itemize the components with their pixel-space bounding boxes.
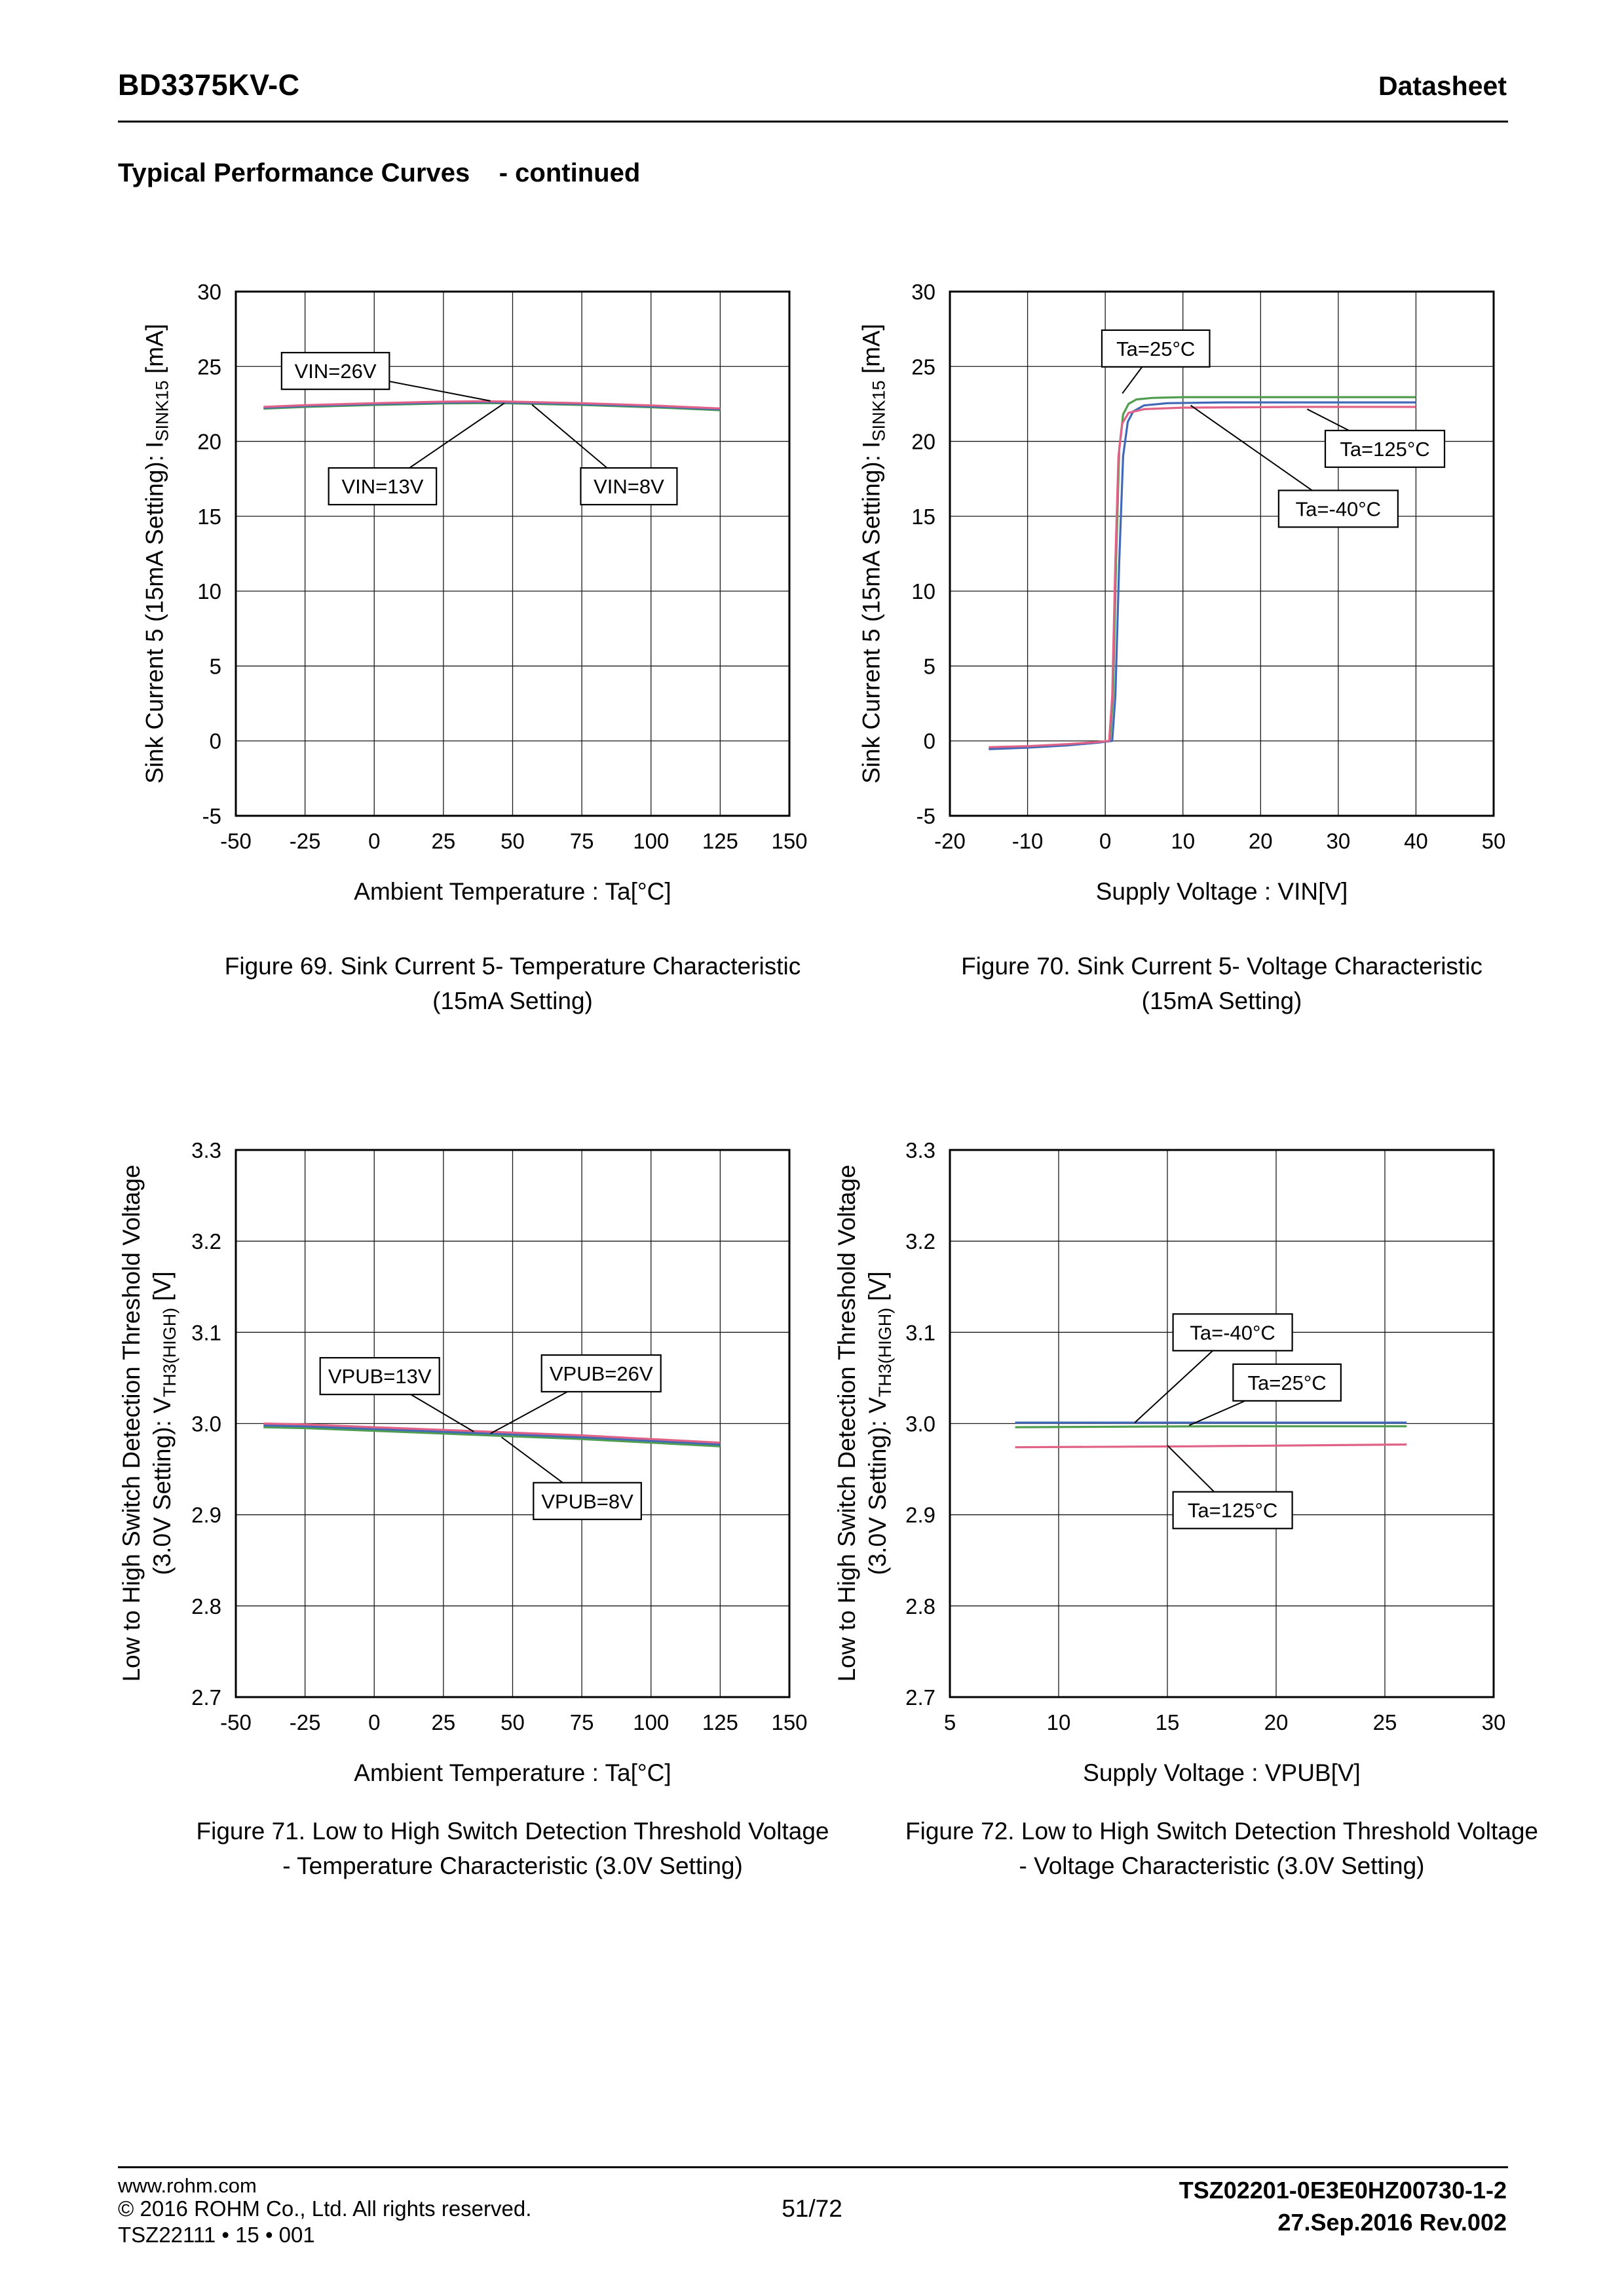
footer-copyright: © 2016 ROHM Co., Ltd. All rights reserved.: [118, 2196, 532, 2221]
svg-text:25: 25: [1372, 1710, 1397, 1734]
y-title-text: Sink Current 5 (15mA Setting): I: [141, 441, 168, 784]
svg-text:3.2: 3.2: [905, 1229, 935, 1254]
svg-text:30: 30: [197, 280, 221, 304]
svg-text:125: 125: [702, 829, 738, 853]
svg-text:150: 150: [771, 829, 808, 853]
svg-text:VPUB=26V: VPUB=26V: [549, 1362, 653, 1385]
footer-doc-number: TSZ02201-0E3E0HZ00730-1-2: [1179, 2177, 1507, 2204]
caption-line-2: (15mA Setting): [1141, 987, 1302, 1014]
svg-text:2.8: 2.8: [191, 1594, 221, 1618]
caption-line-1: Figure 71. Low to High Switch Detection Threshold Voltage: [196, 1818, 829, 1845]
y-title-line-1: Low to High Switch Detection Threshold Voltage: [833, 1164, 860, 1682]
figure-72-caption: [884, 1814, 1559, 1883]
svg-text:VIN=13V: VIN=13V: [341, 475, 424, 499]
svg-text:25: 25: [197, 354, 221, 379]
svg-text:25: 25: [431, 1710, 456, 1734]
figure-71-y-axis-title: [116, 1164, 185, 1681]
svg-text:Ta=-40°C: Ta=-40°C: [1295, 497, 1382, 521]
svg-text:VPUB=8V: VPUB=8V: [541, 1489, 633, 1513]
caption-line-1: Figure 70. Sink Current 5- Voltage Characteristic: [961, 953, 1482, 980]
y-title-text: Sink Current 5 (15mA Setting): I: [858, 441, 885, 784]
svg-text:Ta=25°C: Ta=25°C: [1247, 1371, 1327, 1394]
y-title-unit: [V]: [863, 1271, 891, 1308]
svg-text:-25: -25: [289, 829, 321, 853]
svg-text:3.0: 3.0: [905, 1411, 935, 1436]
svg-text:Ta=-40°C: Ta=-40°C: [1190, 1321, 1275, 1345]
y-title-sub: SINK15: [152, 380, 172, 442]
figure-72-x-axis-title: Supply Voltage : VPUB[V]: [1083, 1759, 1361, 1786]
svg-text:25: 25: [911, 354, 935, 379]
footer-doc-code: TSZ22111 • 15 • 001: [118, 2223, 315, 2247]
y-title-sub: SINK15: [869, 380, 889, 442]
svg-text:10: 10: [911, 579, 935, 604]
svg-text:3.1: 3.1: [191, 1320, 221, 1345]
svg-text:Ta=125°C: Ta=125°C: [1340, 438, 1430, 461]
svg-text:0: 0: [368, 1710, 381, 1734]
svg-text:50: 50: [500, 1710, 525, 1734]
footer-website: www.rohm.com: [118, 2174, 257, 2197]
svg-text:25: 25: [431, 829, 456, 853]
y-title-unit: [mA]: [141, 324, 168, 381]
svg-text:0: 0: [923, 729, 935, 754]
y-title-sub: TH3(HIGH): [875, 1307, 896, 1398]
svg-text:10: 10: [1171, 829, 1196, 853]
svg-text:15: 15: [197, 504, 221, 529]
svg-text:5: 5: [943, 1710, 956, 1734]
svg-text:20: 20: [1264, 1710, 1289, 1734]
svg-text:20: 20: [911, 429, 935, 454]
svg-text:-25: -25: [289, 1710, 321, 1734]
svg-text:0: 0: [1099, 829, 1112, 853]
section-title: Typical Performance Curves - continued: [118, 159, 641, 187]
doc-title: Datasheet: [1378, 71, 1507, 101]
figure-70-x-axis-title: Supply Voltage : VIN[V]: [1095, 878, 1348, 905]
svg-text:10: 10: [197, 579, 221, 604]
figure-70-y-axis-title: [856, 324, 894, 784]
svg-text:3.1: 3.1: [905, 1320, 935, 1345]
figure-69-y-axis-title: [139, 324, 178, 784]
y-title-text: (3.0V Setting): V: [863, 1397, 891, 1575]
svg-text:2.7: 2.7: [905, 1685, 935, 1710]
y-title-line-2: [147, 1164, 185, 1681]
figure-72-plot: [905, 1138, 1506, 1734]
svg-text:5: 5: [209, 654, 221, 679]
figure-71-caption: [170, 1814, 855, 1883]
svg-text:-5: -5: [202, 804, 221, 828]
caption-line-1: Figure 69. Sink Current 5- Temperature Characteristic: [224, 953, 801, 980]
svg-text:30: 30: [911, 280, 935, 304]
svg-text:50: 50: [500, 829, 525, 853]
svg-text:-10: -10: [1011, 829, 1044, 853]
svg-text:20: 20: [197, 429, 221, 454]
svg-text:2.9: 2.9: [191, 1502, 221, 1527]
svg-text:VIN=8V: VIN=8V: [594, 475, 664, 499]
svg-text:100: 100: [633, 829, 670, 853]
footer-page-number: 51/72: [782, 2195, 842, 2222]
y-title-line-1: Low to High Switch Detection Threshold Voltage: [117, 1164, 145, 1682]
y-title-unit: [V]: [148, 1271, 176, 1308]
svg-text:-50: -50: [220, 1710, 252, 1734]
figure-69-x-axis-title: Ambient Temperature : Ta[°C]: [354, 878, 671, 905]
footer-revision: 27.Sep.2016 Rev.002: [1277, 2209, 1507, 2236]
svg-text:15: 15: [1155, 1710, 1180, 1734]
figure-72-y-axis-title: [831, 1164, 901, 1681]
svg-text:3.3: 3.3: [905, 1138, 935, 1162]
svg-text:5: 5: [923, 654, 935, 679]
figure-71-x-axis-title: Ambient Temperature : Ta[°C]: [354, 1759, 671, 1786]
figure-69-caption: [170, 949, 855, 1018]
svg-text:0: 0: [368, 829, 381, 853]
caption-line-2: - Temperature Characteristic (3.0V Setting): [282, 1852, 743, 1879]
svg-text:3.2: 3.2: [191, 1229, 221, 1254]
svg-text:3.0: 3.0: [191, 1411, 221, 1436]
part-number: BD3375KV-C: [118, 68, 300, 102]
svg-text:Ta=125°C: Ta=125°C: [1187, 1499, 1278, 1522]
figure-70-plot: [911, 280, 1506, 853]
svg-text:20: 20: [1248, 829, 1273, 853]
figure-71-plot: [191, 1138, 808, 1734]
caption-line-2: (15mA Setting): [432, 987, 593, 1014]
figure-70-caption: [884, 949, 1559, 1018]
footer-doc-number-block: [983, 2174, 1507, 2238]
svg-text:15: 15: [911, 504, 935, 529]
svg-text:VPUB=13V: VPUB=13V: [328, 1365, 432, 1388]
svg-text:0: 0: [209, 729, 221, 754]
svg-text:-20: -20: [934, 829, 966, 853]
svg-text:VIN=26V: VIN=26V: [294, 360, 377, 383]
svg-text:125: 125: [702, 1710, 738, 1734]
y-title-text: (3.0V Setting): V: [148, 1397, 176, 1575]
caption-line-2: - Voltage Characteristic (3.0V Setting): [1019, 1852, 1425, 1879]
svg-text:2.8: 2.8: [905, 1594, 935, 1618]
y-title-unit: [mA]: [858, 324, 885, 381]
y-title-sub: TH3(HIGH): [160, 1307, 180, 1398]
svg-text:3.3: 3.3: [191, 1138, 221, 1162]
footer-rule: [118, 2166, 1508, 2168]
svg-text:75: 75: [569, 829, 594, 853]
svg-text:40: 40: [1404, 829, 1428, 853]
svg-text:Ta=25°C: Ta=25°C: [1116, 337, 1196, 360]
figure-69-plot: [197, 280, 808, 853]
svg-text:2.9: 2.9: [905, 1502, 935, 1527]
svg-text:30: 30: [1326, 829, 1351, 853]
header-rule: [118, 121, 1508, 123]
svg-text:30: 30: [1481, 1710, 1506, 1734]
caption-line-1: Figure 72. Low to High Switch Detection Threshold Voltage: [905, 1818, 1538, 1845]
svg-text:10: 10: [1046, 1710, 1071, 1734]
svg-text:-5: -5: [916, 804, 935, 828]
svg-text:100: 100: [633, 1710, 670, 1734]
svg-text:-50: -50: [220, 829, 252, 853]
y-title-line-2: [862, 1164, 901, 1681]
svg-text:50: 50: [1481, 829, 1506, 853]
svg-text:75: 75: [569, 1710, 594, 1734]
svg-text:150: 150: [771, 1710, 808, 1734]
svg-text:2.7: 2.7: [191, 1685, 221, 1710]
